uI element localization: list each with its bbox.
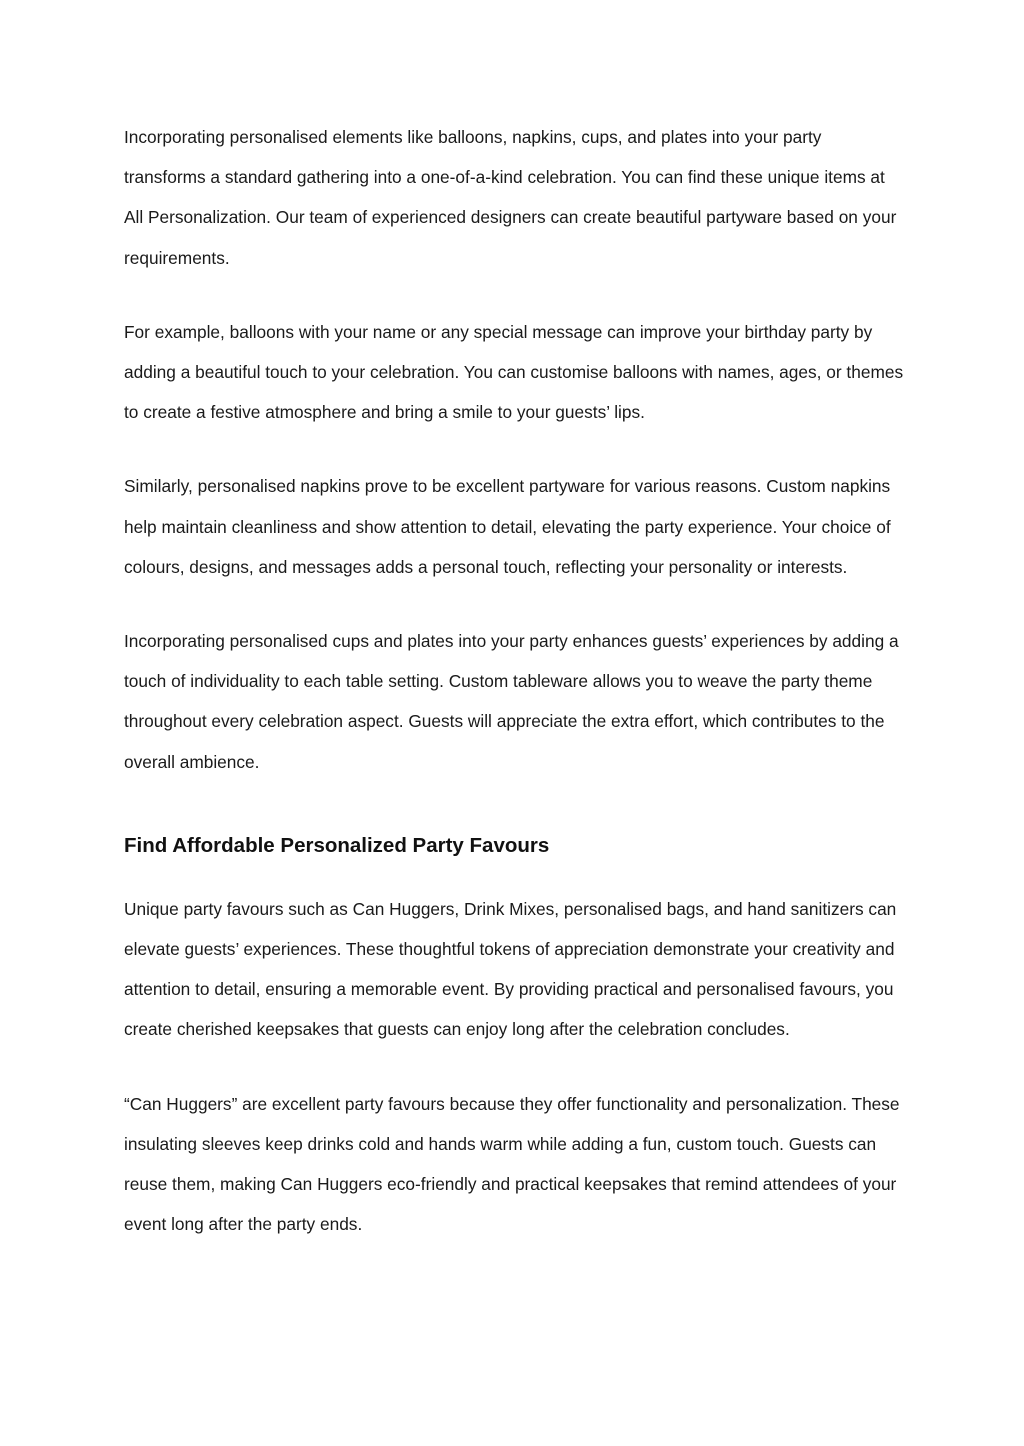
paragraph-balloons: For example, balloons with your name or any special message can improve your birthday party by adding a beautiful touch to your celebration. You can customise balloons with names, ages, or themes to create a festive atmosphere and bring a smile to your guests’ lips. [124,321,904,423]
paragraph-personalised-elements: Incorporating personalised elements like balloons, napkins, cups, and plates into your party transforms a standard gathering into a one-of-a-kind celebration. You can find these unique items at All Personalization. Our team of experienced designers can create beautiful partyware based on your requirements. [124,127,897,268]
paragraph-napkins: Similarly, personalised napkins prove to be excellent partyware for various reasons. Custom napkins help maintain cleanliness and show attention to detail, elevating the party experience. Your choice of colours, designs, and messages adds a personal touch, reflecting your personality or interests. [124,476,891,577]
section-heading: Find Affordable Personalized Party Favours [124,833,550,857]
paragraph-party-favours: Unique party favours such as Can Huggers, Drink Mixes, personalised bags, and hand sanitizers can elevate guests’ experiences. These thoughtful tokens of appreciation demonstrate your creativity and attention to detail, ensuring a memorable event. By providing practical and personalised favours, you create cherished keepsakes that guests can enjoy long after the celebration concludes. [124,898,897,1040]
paragraph-cups-plates: Incorporating personalised cups and plates into your party enhances guests’ experiences by adding a touch of individuality to each table setting. Custom tableware allows you to weave the party theme throughout every celebration aspect. Guests will appreciate the extra effort, which contributes to the overall ambience. [124,631,899,772]
paragraph-can-huggers: “Can Huggers” are excellent party favours because they offer functionality and personalization. These insulating sleeves keep drinks cold and hands warm while adding a fun, custom touch. Guests can reuse them, making Can Huggers eco-friendly and practical keepsakes that remind attendees of your event long after the party ends. [124,1093,900,1235]
document-body [124,117,904,1244]
